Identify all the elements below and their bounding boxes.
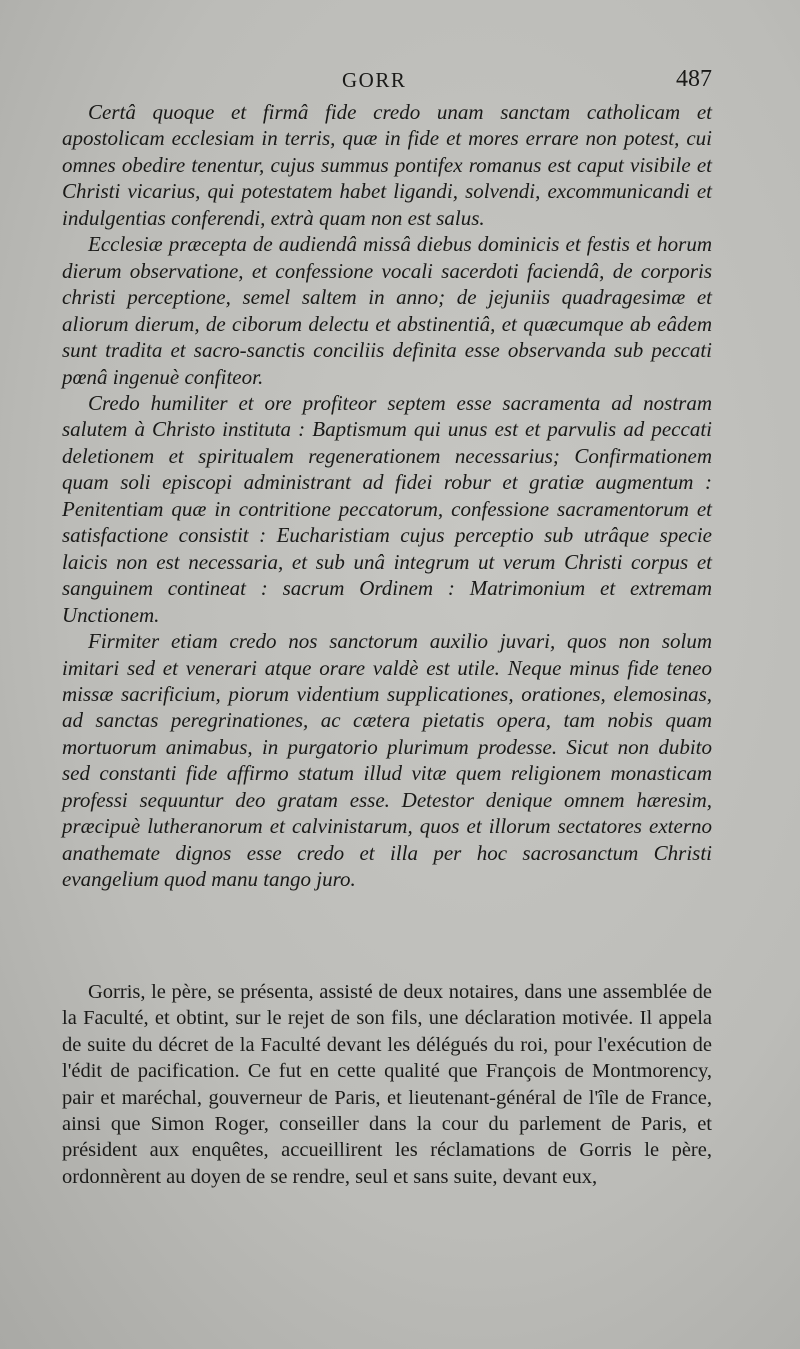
french-paragraph: Gorris, le père, se présenta, assisté de deux notaires, dans une assemblée de la Faculté, et obtint, sur le rejet de son fils, une déclaration motivée. Il appela de suite du décret de la Faculté devant les délégués du roi, pour l'exécution de l'édit de pacification. Ce fut en cette qualité que François de Montmorency, pair et maréchal, gouverneur de Paris, et lieutenant-général de l'île de France, ainsi que Simon Roger, conseiller dans la cour du parlement de Paris, et président aux enquêtes, accueillirent les réclamations de Gorris le père, ordonnèrent au doyen de se rendre, seul et sans suite, devant eux, (62, 981, 712, 1188)
latin-paragraph: Ecclesiæ præcepta de audiendâ missâ diebus dominicis et festis et horum dierum observatione, et confessione vocali sacerdoti faciendâ, de corporis christi perceptione, semel saltem in anno; de jejuniis quadragesimæ et aliorum dierum, de ciborum delectu et abstinentiâ, et quæcumque ab eâdem sunt tradita et sacro-sanctis conciliis definita esse observanda sub peccati pœnâ ingenuè confiteor. (62, 232, 712, 389)
latin-paragraph: Credo humiliter et ore profiteor septem esse sacramenta ad nostram salutem à Christo instituta : Baptismum qui unus est et parvulis ad peccati deletionem et spiritualem regenerationem necessarius; Confirmationem quam soli episcopi administrant ad fidei robur et gratiæ augmentum : Penitentiam quæ in contritione peccatorum, confessione sacramentorum et satisfactione consistit : Eucharistiam cujus perceptio sub utrâque specie laicis non est necessaria, et sub unâ integrum ut verum Christi corpus et sanguinem contineat : sacrum Ordinem : Matrimonium et extremam Unctionem. (62, 390, 712, 627)
french-narrative (62, 979, 712, 1190)
page-header (62, 68, 712, 98)
latin-profession-of-faith (62, 99, 712, 893)
page-number: 487 (676, 66, 712, 92)
running-head: GORR (342, 68, 407, 92)
latin-paragraph: Firmiter etiam credo nos sanctorum auxilio juvari, quos non solum imitari sed et venerari atque orare valdè est utile. Neque minus fide teneo missæ sacrificium, piorum videntium supplicationes, orationes, elemosinas, ad sanctas peregrinationes, ac cætera pietatis opera, tam nobis quam mortuorum animabus, in purgatorio plurimum prodesse. Sicut non dubito sed constanti fide affirmo statum illud vitæ quem religionem monasticam professi sequuntur deo gratam esse. Detestor denique omnem hæresim, præcipuè lutheranorum et calvinistarum, quos et illorum sectatores externo anathemate dignos esse credo et illa per hoc sacrosanctum Christi evangelium quod manu tango juro. (62, 629, 712, 892)
latin-paragraph: Certâ quoque et firmâ fide credo unam sanctam catholicam et apostolicam ecclesiam in terris, quæ in fide et mores errare non potest, cui omnes obedire tenentur, cujus summus pontifex romanus est caput visibile et Christi vicarius, qui potestatem habet ligandi, solvendi, excommunicandi et indulgentias conferendi, extrà quam non est salus. (62, 100, 712, 230)
